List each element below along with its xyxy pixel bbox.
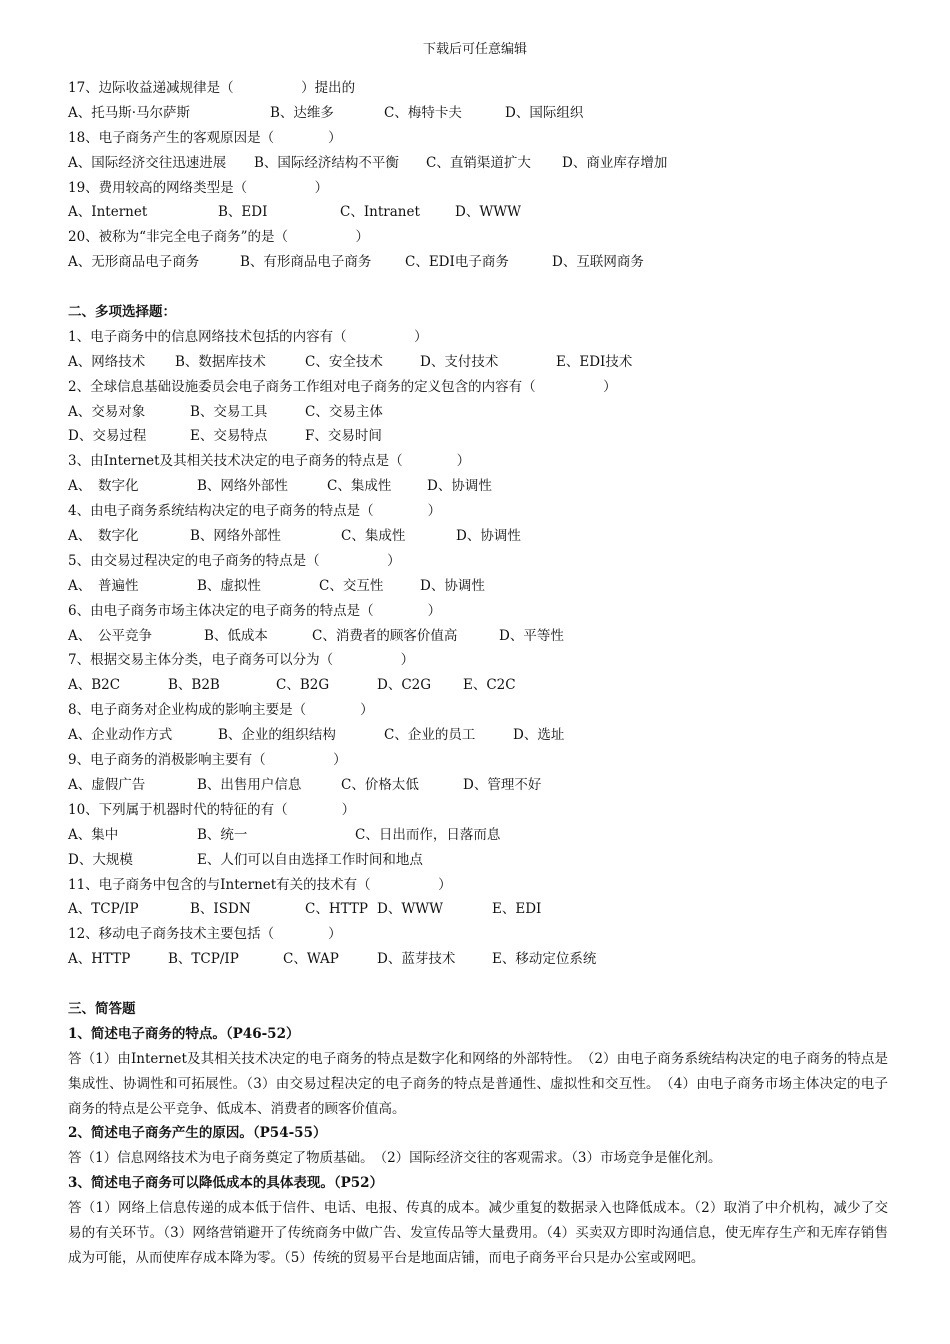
multi-options-9 xyxy=(68,773,888,798)
option: C、EDI电子商务 xyxy=(405,254,509,271)
multi-question-4: 4、由电子商务系统结构决定的电子商务的特点是（ ） xyxy=(68,503,442,520)
option: B、企业的组织结构 xyxy=(218,727,336,744)
options-20 xyxy=(68,250,888,275)
multi-question-6: 6、由电子商务市场主体决定的电子商务的特点是（ ） xyxy=(68,602,442,619)
option: A、无形商品电子商务 xyxy=(68,254,200,271)
option: A、网络技术 xyxy=(68,353,146,370)
option: E、EDI xyxy=(492,901,542,918)
section-title-short: 三、简答题 xyxy=(68,1000,136,1017)
spacer xyxy=(68,275,888,300)
option: D、协调性 xyxy=(456,528,521,545)
option: A、托马斯·马尔萨斯 xyxy=(68,104,191,121)
multi-options-7 xyxy=(68,673,888,698)
multi-question-2: 2、全球信息基础设施委员会电子商务工作组对电子商务的定义包含的内容有（ ） xyxy=(68,378,617,395)
option: C、集成性 xyxy=(341,528,406,545)
question-18: 18、电子商务产生的客观原因是（ ） xyxy=(68,129,342,146)
multi-question-3: 3、由Internet及其相关技术决定的电子商务的特点是（ ） xyxy=(68,453,471,470)
option: D、商业库存增加 xyxy=(562,154,668,171)
option: D、协调性 xyxy=(427,478,492,495)
option: D、互联网商务 xyxy=(552,254,644,271)
section-title-multi: 二、多项选择题： xyxy=(68,304,176,321)
option: A、企业动作方式 xyxy=(68,727,173,744)
multi-options-10b xyxy=(68,848,888,873)
option: C、Intranet xyxy=(340,204,420,221)
option: E、人们可以自由选择工作时间和地点 xyxy=(197,851,423,868)
multi-options-6 xyxy=(68,624,888,649)
option: B、达维多 xyxy=(270,104,334,121)
option: D、C2G xyxy=(377,677,432,694)
multi-question-9: 9、电子商务的消极影响主要有（ ） xyxy=(68,752,347,769)
multi-options-12 xyxy=(68,947,888,972)
option: E、C2C xyxy=(463,677,516,694)
option: C、B2G xyxy=(276,677,330,694)
page-header: 下载后可任意编辑 xyxy=(422,42,527,57)
multi-question-10: 10、下列属于机器时代的特征的有（ ） xyxy=(68,801,356,818)
option: D、平等性 xyxy=(499,627,564,644)
option: B、统一 xyxy=(197,826,248,843)
multi-question-11: 11、电子商务中包含的与Internet有关的技术有（ ） xyxy=(68,876,452,893)
option: B、ISDN xyxy=(190,901,251,918)
option: A、TCP/IP xyxy=(68,901,139,918)
option: C、日出而作，日落而息 xyxy=(355,826,501,843)
option: C、交易主体 xyxy=(305,403,383,420)
multi-question-12: 12、移动电子商务技术主要包括（ ） xyxy=(68,926,342,943)
option: A、HTTP xyxy=(68,951,131,968)
multi-question-5: 5、由交易过程决定的电子商务的特点是（ ） xyxy=(68,552,401,569)
option: A、Internet xyxy=(68,204,148,221)
multi-question-8: 8、电子商务对企业构成的影响主要是（ ） xyxy=(68,702,374,719)
option: B、B2B xyxy=(168,677,220,694)
multi-options-3 xyxy=(68,474,888,499)
multi-options-11 xyxy=(68,897,888,922)
options-19 xyxy=(68,200,888,225)
short-answer-3: 答（1）网络上信息传递的成本低于信件、电话、电报、传真的成本。减少重复的数据录入也降低成本。（2）取消了中介机构，减少了交易的有关环节。（3）网络营销避开了传统商务中做广告、发宣传品等大量费用。（4）买卖双方即时沟通信息，使无库存生产和无库存销售成为可能，从而使库存成本降为零。（5）传统的贸易平台是地面店铺，而电子商务平台只是办公室或网吧。 xyxy=(68,1200,888,1266)
option: B、网络外部性 xyxy=(197,478,288,495)
option: B、有形商品电子商务 xyxy=(240,254,372,271)
option: B、网络外部性 xyxy=(190,528,281,545)
short-question-2: 2、简述电子商务产生的原因。（P54-55） xyxy=(68,1125,327,1142)
option: A、虚假广告 xyxy=(68,776,146,793)
multi-options-2a xyxy=(68,400,888,425)
option: B、TCP/IP xyxy=(168,951,239,968)
option: B、低成本 xyxy=(204,627,268,644)
option: B、交易工具 xyxy=(190,403,268,420)
spacer xyxy=(68,972,888,997)
option: D、选址 xyxy=(513,727,565,744)
option: C、WAP xyxy=(283,951,339,968)
multi-options-2b xyxy=(68,424,888,449)
option: A、 普遍性 xyxy=(68,577,139,594)
option: A、 数字化 xyxy=(68,478,139,495)
option: C、安全技术 xyxy=(305,353,383,370)
option: B、数据库技术 xyxy=(175,353,266,370)
multi-options-1 xyxy=(68,350,888,375)
option: B、出售用户信息 xyxy=(197,776,302,793)
option: C、企业的员工 xyxy=(384,727,476,744)
document-body xyxy=(68,76,888,1271)
multi-question-7: 7、根据交易主体分类，电子商务可以分为（ ） xyxy=(68,652,415,669)
option: B、虚拟性 xyxy=(197,577,261,594)
multi-options-8 xyxy=(68,723,888,748)
multi-question-1: 1、电子商务中的信息网络技术包括的内容有（ ） xyxy=(68,328,428,345)
option: D、交易过程 xyxy=(68,428,147,445)
option: A、交易对象 xyxy=(68,403,146,420)
option: C、价格太低 xyxy=(341,776,419,793)
option: C、消费者的顾客价值高 xyxy=(312,627,458,644)
option: A、 公平竞争 xyxy=(68,627,152,644)
option: C、HTTP xyxy=(305,901,368,918)
short-answer-1: 答（1）由Internet及其相关技术决定的电子商务的特点是数字化和网络的外部特性。 （2）由电子商务系统结构决定的电子商务的特点是集成性、协调性和可拓展性。（3）由交易过程决定的电子商务的特点是普通性、虚拟性和交互性。 （4）由电子商务市场主体决定的电子商务的特点是公平竞争、低成本、消费者的顾客价值高。 xyxy=(68,1050,888,1117)
option: A、 数字化 xyxy=(68,528,139,545)
option: D、国际组织 xyxy=(505,104,584,121)
option: E、交易特点 xyxy=(190,428,268,445)
short-question-1: 1、简述电子商务的特点。（P46-52） xyxy=(68,1025,300,1042)
options-18 xyxy=(68,151,888,176)
multi-options-5 xyxy=(68,574,888,599)
option: F、交易时间 xyxy=(305,428,382,445)
short-answer-2: 答（1）信息网络技术为电子商务奠定了物质基础。 （2）国际经济交往的客观需求。（3）市场竞争是催化剂。 xyxy=(68,1150,722,1167)
option: D、WWW xyxy=(455,204,521,221)
option: A、集中 xyxy=(68,826,119,843)
options-17 xyxy=(68,101,888,126)
option: D、支付技术 xyxy=(420,353,499,370)
option: E、EDI技术 xyxy=(556,353,633,370)
question-19: 19、费用较高的网络类型是（ ） xyxy=(68,179,329,196)
option: D、管理不好 xyxy=(463,776,542,793)
option: C、梅特卡夫 xyxy=(384,104,462,121)
option: A、B2C xyxy=(68,677,121,694)
option: B、国际经济结构不平衡 xyxy=(254,154,399,171)
question-17: 17、边际收益递减规律是（ ）提出的 xyxy=(68,80,356,96)
short-question-3: 3、简述电子商务可以降低成本的具体表现。（P52） xyxy=(68,1175,384,1192)
question-20: 20、被称为“非完全电子商务”的是（ ） xyxy=(68,229,369,246)
multi-options-10a xyxy=(68,823,888,848)
option: D、蓝芽技术 xyxy=(377,951,456,968)
option: C、直销渠道扩大 xyxy=(426,154,531,171)
option: C、集成性 xyxy=(327,478,392,495)
multi-options-4 xyxy=(68,524,888,549)
option: B、EDI xyxy=(218,204,268,221)
option: A、国际经济交往迅速进展 xyxy=(68,154,227,171)
option: E、移动定位系统 xyxy=(492,951,597,968)
option: C、交互性 xyxy=(319,577,384,594)
option: D、协调性 xyxy=(420,577,485,594)
option: D、大规模 xyxy=(68,851,133,868)
option: D、WWW xyxy=(377,901,443,918)
